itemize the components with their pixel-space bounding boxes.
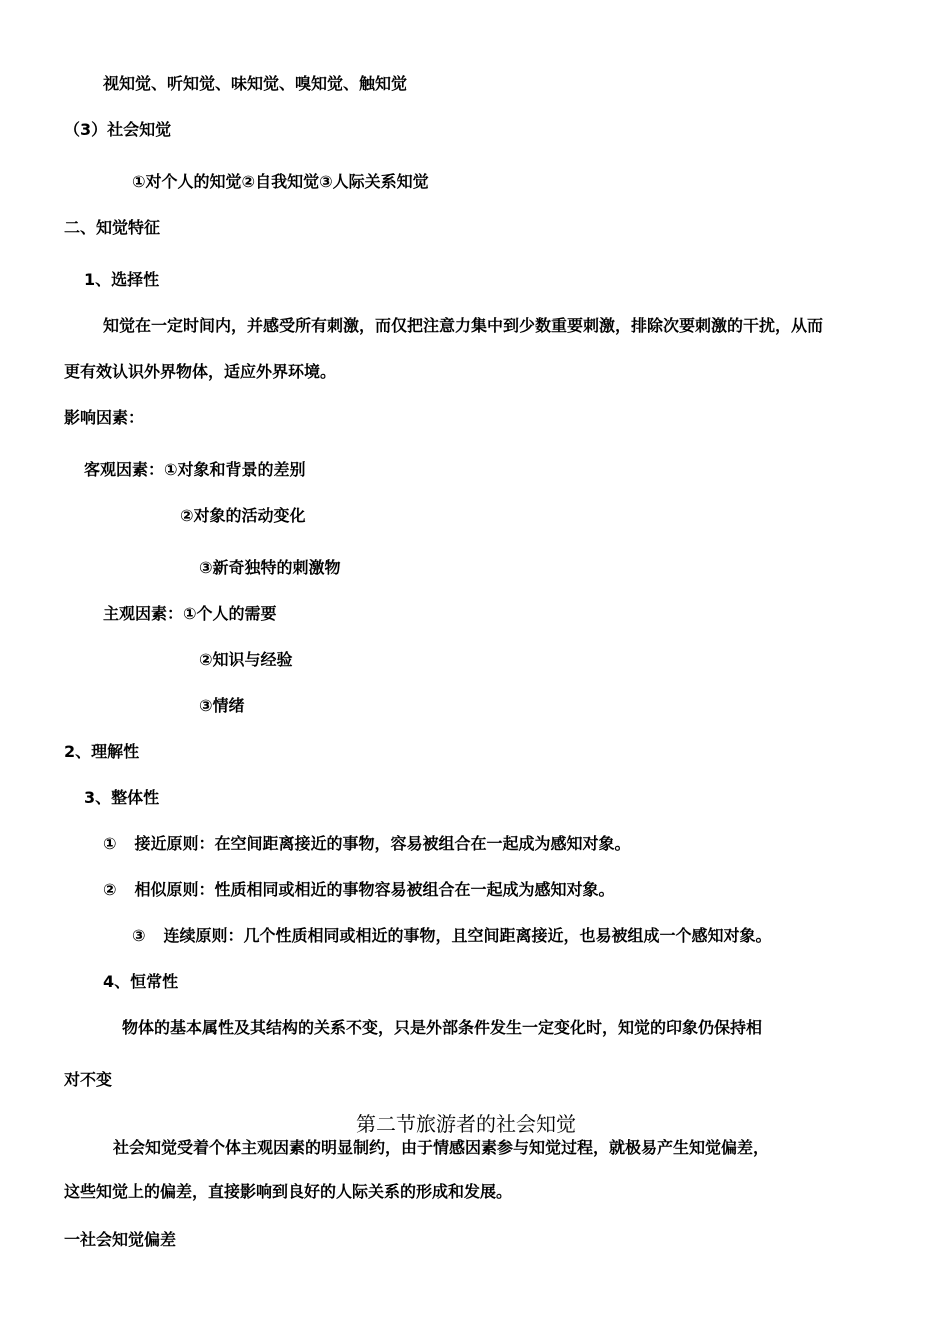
text-line-social-perception-heading: （3）社会知觉 — [64, 120, 172, 139]
list-marker: ② — [103, 880, 117, 899]
text-line-objective-factor-2: ②对象的活动变化 — [180, 506, 306, 525]
list-item-proximity-principle — [103, 834, 631, 854]
paragraph-social-perception-line1: 社会知觉受着个体主观因素的明显制约，由于情感因素参与知觉过程，就极易产生知觉偏差， — [113, 1138, 770, 1157]
list-item-text: 接近原则：在空间距离接近的事物，容易被组合在一起成为感知对象。 — [134, 834, 631, 853]
section-title: 第二节旅游者的社会知觉 — [356, 1112, 576, 1136]
section-heading-perception-features: 二、知觉特征 — [64, 218, 161, 237]
text-line-objective-factor-1: 客观因素：①对象和背景的差别 — [84, 460, 306, 479]
subheading-comprehension: 2、理解性 — [64, 742, 140, 761]
paragraph-selectivity-line2: 更有效认识外界物体，适应外界环境。 — [64, 362, 337, 381]
subheading-constancy: 4、恒常性 — [103, 972, 179, 991]
paragraph-constancy-line2: 对不变 — [64, 1070, 113, 1089]
list-item-similarity-principle — [103, 880, 615, 900]
list-marker: ③ — [132, 926, 146, 945]
text-line-subjective-factor-2: ②知识与经验 — [199, 650, 293, 669]
paragraph-social-perception-line2: 这些知觉上的偏差，直接影响到良好的人际关系的形成和发展。 — [64, 1182, 513, 1201]
text-line-subjective-factor-1: 主观因素：①个人的需要 — [103, 604, 277, 623]
list-item-text: 连续原则：几个性质相同或相近的事物，且空间距离接近，也易被组成一个感知对象。 — [163, 926, 772, 945]
paragraph-constancy-line1: 物体的基本属性及其结构的关系不变，只是外部条件发生一定变化时，知觉的印象仍保持相 — [122, 1018, 763, 1037]
subheading-selectivity: 1、选择性 — [84, 270, 160, 289]
text-line-perception-types: 视知觉、听知觉、味知觉、嗅知觉、触知觉 — [103, 74, 408, 93]
subheading-integrity: 3、整体性 — [84, 788, 160, 807]
list-item-text: 相似原则：性质相同或相近的事物容易被组合在一起成为感知对象。 — [134, 880, 615, 899]
list-marker: ① — [103, 834, 117, 853]
subheading-social-perception-bias: 一社会知觉偏差 — [64, 1230, 177, 1249]
paragraph-selectivity-line1: 知觉在一定时间内，并感受所有刺激，而仅把注意力集中到少数重要刺激，排除次要刺激的干扰，从而 — [103, 316, 824, 335]
text-line-objective-factor-3: ③新奇独特的刺激物 — [199, 558, 341, 577]
list-item-continuity-principle — [132, 926, 772, 946]
text-line-social-perception-items: ①对个人的知觉②自我知觉③人际关系知觉 — [132, 172, 429, 191]
text-line-influencing-factors: 影响因素： — [64, 408, 145, 427]
text-line-subjective-factor-3: ③情绪 — [199, 696, 245, 715]
